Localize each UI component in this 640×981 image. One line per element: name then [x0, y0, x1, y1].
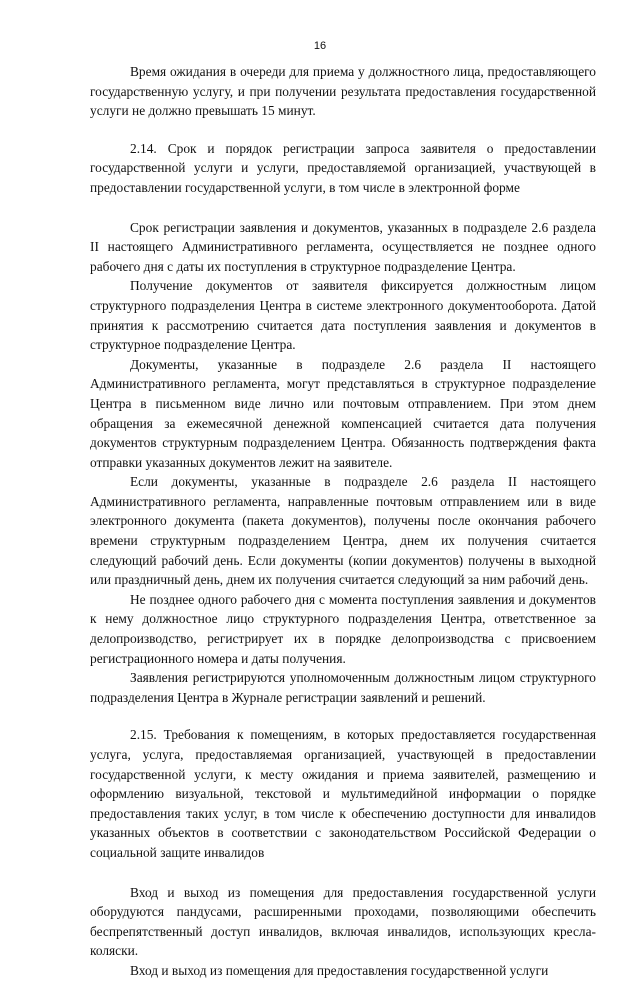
section-heading-2-14: 2.14. Срок и порядок регистрации запроса заявителя о предоставлении государственной услуги и услуги, предоставляемой организацией, участвующей в предоставлении государственной услуги, в том числе в электронной форме — [90, 140, 596, 195]
page-number: 16 — [313, 40, 327, 52]
paragraph: Получение документов от заявителя фиксируется должностным лицом структурного подразделения Центра в системе электронного документооборота. Датой принятия к рассмотрению считается дата поступления заявления и документов в структурное подразделение Центра. — [90, 278, 596, 353]
section-heading-2-15: 2.15. Требования к помещениям, в которых предоставляется государственная услуга, услуга, предоставляемая организацией, участвующей в предоставлении государственной услуги, к месту ожидания и приема заявителей, размещению и оформлению визуальной, текстовой и мультимедийной информации о порядке предоставления таких услуг, в том числе к обеспечению доступности для инвалидов указанных объектов в соответствии с законодательством Российской Федерации о социальной защите инвалидов — [90, 727, 596, 860]
paragraph: Если документы, указанные в подразделе 2.6 раздела II настоящего Административного регламента, направленные почтовым отправлением или в виде электронного документа (пакета документов), получены после окончания рабочего времени структурным подразделением Центра, днем их получения считается следующий рабочий день. Если документы (копии документов) получены в выходной или праздничный день, днем их получения считается следующий за ним рабочий день. — [90, 474, 596, 588]
document-body — [90, 62, 596, 981]
paragraph: Документы, указанные в подразделе 2.6 раздела II настоящего Административного регламента, могут представляться в структурное подразделение Центра в письменном виде лично или почтовым отправлением. При этом днем обращения за ежемесячной денежной компенсацией считается дата получения документов структурным подразделением Центра. Обязанность подтверждения факта отправки указанных документов лежит на заявителе. — [90, 356, 596, 470]
paragraph: Не позднее одного рабочего дня с момента поступления заявления и документов к нему должностное лицо структурного подразделения Центра, ответственное за делопроизводство, регистрирует их в порядке делопроизводства с присвоением регистрационного номера и даты получения. — [90, 591, 596, 666]
paragraph: Срок регистрации заявления и документов, указанных в подразделе 2.6 раздела II настоящего Административного регламента, осуществляется не позднее одного рабочего дня с даты их поступления в структурное подразделение Центра. — [90, 219, 596, 274]
paragraph-waiting-time: Время ожидания в очереди для приема у должностного лица, предоставляющего государственную услугу, и при получении результата предоставления государственной услуги не должно превышать 15 минут. — [90, 64, 596, 119]
paragraph: Вход и выход из помещения для предоставления государственной услуги — [130, 962, 549, 978]
paragraph: Вход и выход из помещения для предоставления государственной услуги оборудуются пандусами, расширенными проходами, позволяющими обеспечить беспрепятственный доступ инвалидов, включая инвалидов, использующих кресла-коляски. — [90, 884, 596, 959]
paragraph: Заявления регистрируются уполномоченным должностным лицом структурного подразделения Центра в Журнале регистрации заявлений и решений. — [90, 670, 596, 705]
